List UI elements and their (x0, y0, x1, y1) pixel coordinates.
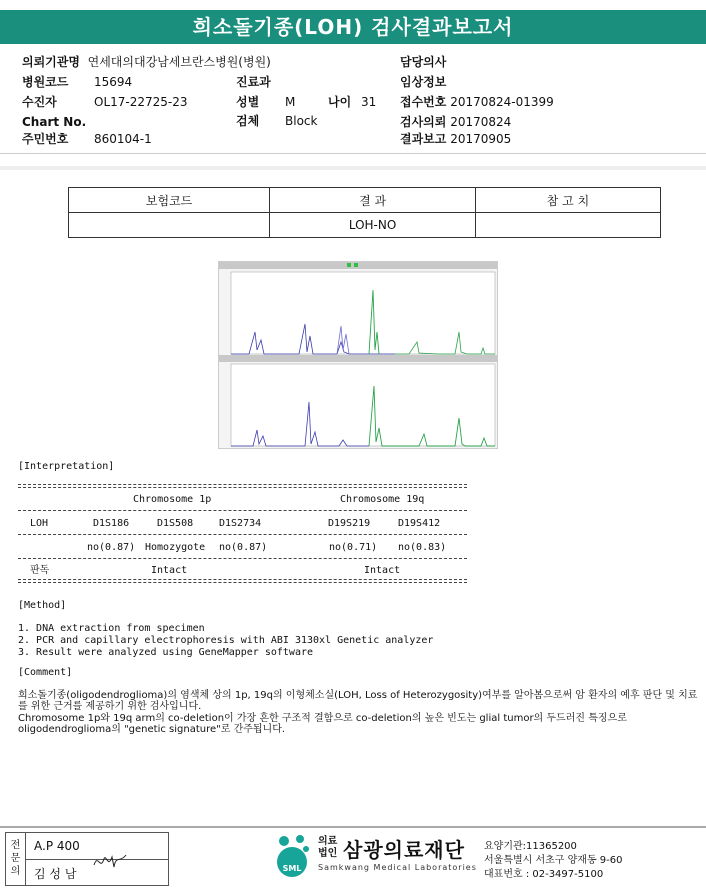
resident-no-value: 860104-1 (94, 132, 152, 146)
interp-rule-1 (18, 484, 467, 485)
resident-no-row (22, 132, 152, 146)
hospital-code-label: 병원코드 (22, 75, 69, 89)
marker-d1s508: D1S508 (157, 518, 194, 529)
result-header: 결 과 (270, 188, 476, 213)
hospital-code-row (22, 75, 133, 89)
panel2-toolbar (219, 355, 497, 362)
header-divider (0, 153, 706, 154)
institution-row (22, 55, 271, 69)
chart-no-label: Chart No. (22, 115, 87, 129)
sex-row (236, 95, 296, 109)
verdict-1p: Intact (151, 565, 188, 576)
value-d1s186: no(0.87) (87, 542, 136, 553)
report-date-label: 결과보고 (400, 132, 447, 146)
footer-divider (0, 826, 706, 828)
request-date-row (400, 115, 511, 129)
report-date-row (400, 132, 511, 146)
verdict-label: 판독 (30, 565, 50, 576)
panel1-marker-a (347, 263, 351, 267)
comment-paragraph-1: 희소돌기종(oligodendroglioma)의 염색체 상의 1p, 19q의 이형체소실(LOH, Loss of Heterozygosity)여부를 알아봄으로써 암 환자의 예후 판단 및 치료를 위한 근거를 제공하기 위한 검사입니다. (18, 690, 698, 712)
method-item-2: 2. PCR and capillary electrophoresis with ABI 3130xl Genetic analyzer (18, 635, 434, 646)
pathologist-name: 김 성 남 (34, 867, 77, 881)
specimen-label: 검체 (236, 114, 260, 128)
result-table-row (69, 213, 661, 238)
interp-rule-5 (18, 579, 467, 580)
marker-d1s2734: D1S2734 (219, 518, 262, 529)
value-d1s508: Homozygote (145, 542, 206, 553)
institution-label: 의뢰기관명 (22, 55, 80, 69)
interp-rule-4 (18, 558, 467, 559)
result-cell: LOH-NO (270, 213, 476, 238)
age-row (328, 95, 377, 109)
collector-row (22, 95, 188, 109)
value-d19s412: no(0.83) (398, 542, 447, 553)
value-d19s219: no(0.71) (329, 542, 378, 553)
chromosome-19q-label: Chromosome 19q (340, 494, 425, 505)
collector-label: 수진자 (22, 95, 57, 109)
age-value: 31 (361, 95, 377, 109)
doctor-row (400, 55, 446, 69)
header-band (0, 166, 706, 170)
value-d1s2734: no(0.87) (219, 542, 268, 553)
method-item-3: 3. Result were analyzed using GeneMapper software (18, 647, 314, 658)
method-heading: [Method] (18, 600, 67, 611)
department-row (236, 75, 271, 89)
reference-cell (475, 213, 660, 238)
org-name: 삼광의료재단 (343, 838, 465, 862)
sex-value: M (285, 95, 296, 109)
sex-label: 성별 (236, 95, 260, 109)
resident-no-label: 주민번호 (22, 132, 69, 146)
department-label: 진료과 (236, 75, 271, 89)
ap-license: A.P 400 (34, 839, 80, 853)
chart-no-row (22, 115, 86, 129)
institution-code: 요양기관:11365200 (484, 841, 577, 852)
request-date-value: 20170824 (450, 115, 512, 129)
panel1-marker-b (354, 263, 358, 267)
report-title: 희소돌기종(LOH) 검사결과보고서 (0, 10, 706, 44)
request-date-label: 검사의뢰 (400, 115, 447, 129)
electropherogram-image (218, 261, 498, 449)
pathologist-box (5, 832, 169, 886)
org-phone: 대표번호 : 02-3497-5100 (484, 869, 604, 880)
org-type-1: 의료 (318, 836, 338, 847)
electropherogram-svg (219, 262, 497, 448)
accession-value: 20170824-01399 (450, 95, 554, 109)
marker-d19s219: D19S219 (328, 518, 371, 529)
result-table-header (69, 188, 661, 213)
interpretation-heading: [Interpretation] (18, 461, 115, 472)
marker-d1s186: D1S186 (93, 518, 130, 529)
specimen-row (236, 114, 318, 128)
org-english-name: Samkwang Medical Laboratories (318, 863, 477, 872)
comment-paragraph-2: Chromosome 1p와 19q arm의 co-deletion이 가장 흔한 구조적 결함으로 co-deletion의 높은 빈도는 glial tumor의 두드러진 특징으로 oligodendroglioma의 "genetic signature"로 간주됩니다. (18, 713, 627, 735)
method-item-1: 1. DNA extraction from specimen (18, 623, 205, 634)
clinical-row (400, 75, 446, 89)
accession-label: 접수번호 (400, 95, 447, 109)
loh-row-label: LOH (30, 518, 49, 529)
specialist-vertical-label: 전문의 (6, 833, 26, 885)
panel2-plot (231, 364, 495, 446)
interp-rule-5b (18, 582, 467, 583)
verdict-19q: Intact (364, 565, 401, 576)
org-type-2: 법인 (318, 848, 338, 859)
age-label: 나이 (328, 95, 352, 109)
panel1-plot (231, 272, 495, 354)
result-table (68, 187, 661, 238)
reference-header: 참 고 치 (475, 188, 660, 213)
sml-logo-text: SML (282, 864, 302, 873)
accession-row (400, 95, 554, 109)
comment-heading: [Comment] (18, 667, 73, 678)
signature-image (92, 849, 128, 873)
insurance-code-header: 보험코드 (69, 188, 270, 213)
interp-rule-1b (18, 487, 467, 488)
org-address: 서울특별시 서초구 양재동 9-60 (484, 855, 623, 866)
chromosome-1p-label: Chromosome 1p (133, 494, 212, 505)
doctor-label: 담당의사 (400, 55, 447, 69)
interp-rule-3 (18, 534, 467, 535)
report-date-value: 20170905 (450, 132, 512, 146)
interp-rule-2 (18, 510, 467, 511)
marker-d19s412: D19S412 (398, 518, 441, 529)
specimen-value: Block (285, 114, 318, 128)
insurance-code-cell (69, 213, 270, 238)
clinical-label: 임상정보 (400, 75, 447, 89)
collector-value: OL17-22725-23 (94, 95, 188, 109)
hospital-code-value: 15694 (94, 75, 133, 89)
institution-value: 연세대의대강남세브란스병원(병원) (87, 55, 271, 69)
